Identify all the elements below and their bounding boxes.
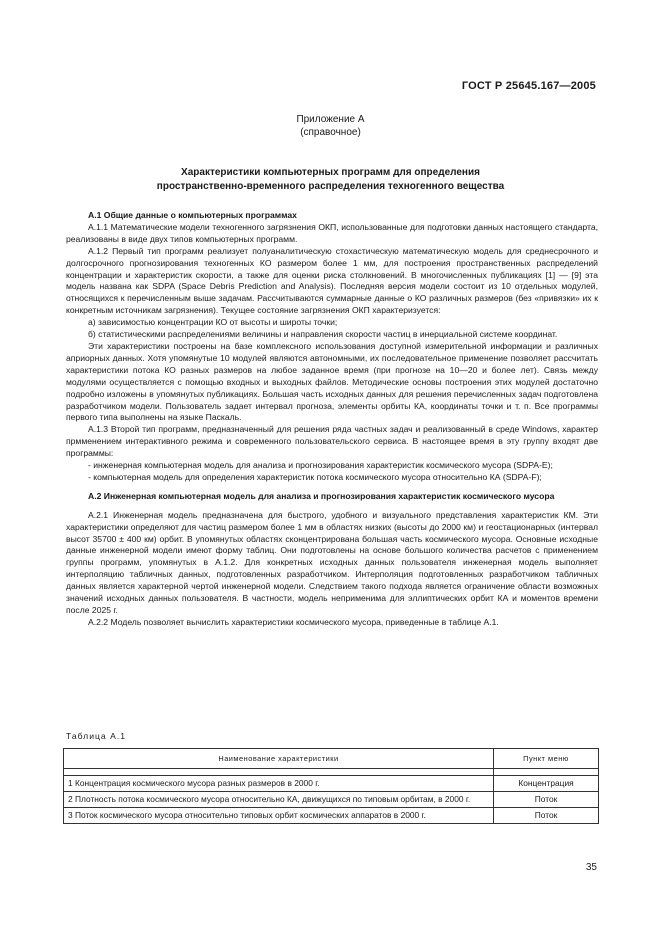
- table-cell: 1 Концентрация космического мусора разных размеров в 2000 г.: [64, 776, 494, 792]
- table-row: [64, 792, 599, 808]
- table-cell: Концентрация: [494, 776, 599, 792]
- paragraph: А.1.1 Математические модели техногенного загрязнения ОКП, использованные для подготовки данных настоящего стандарта, реализованы в виде двух типов компьютерных программ.: [66, 221, 598, 244]
- heading-line-1: Характеристики компьютерных программ для определения: [181, 167, 480, 178]
- column-header: Наименование характеристики: [64, 749, 494, 769]
- standard-header: ГОСТ Р 25645.167—2005: [461, 80, 596, 92]
- appendix-label: [0, 113, 661, 139]
- paragraph: А.1.2 Первый тип программ реализует полуаналитическую стохастическую математическую модель для среднесрочного и долгосрочного прогнозирования техногенных КО размером более 1 мм, для построения пространственных распределений концентрации и характеристик скорости, а также для оценки риска столкновений. В многочисленных публикациях [1] — [9] эта модель названа как SDPA (Space Debris Prediction and Analysis). Последняя версия модели состоит из 10 отдельных модулей, относящихся к перечисленным выше задачам. Рассчитываются суммарные данные о КО различных размеров (без «привязки» их к конкретным источникам загрязнения). Текущее состояние загрязнения ОКП характеризуется:: [66, 245, 598, 316]
- paragraph: а) зависимостью концентрации КО от высоты и широты точки;: [88, 317, 338, 328]
- characteristics-table: [63, 748, 599, 824]
- table-row: [64, 808, 599, 824]
- paragraph: А.2.1 Инженерная модель предназначена для быстрого, удобного и визуального представления характеристик КМ. Эти характеристики определяют для частиц размером более 1 мм в областях низких (высоты до 2000 км) и геостационарных (интервал высот 35700 ± 400 км) орбит. В упомянутых областях сконцентрирована большая часть космического мусора. Основные исходные данные инженерной модели имеют форму таблиц. Они подготовлены на основе большого количества расчетов с применением группы программ, упомянутых в А.1.2. Для конкретных исходных данных пользователя инженерная модель выполняет интерполяцию табличных данных, подготовленных разработчиком. Интерполяция подготовленных разработчиком табличных данных является характерной чертой инженерной модели. Следствием такого подхода является ограничение области возможных значений исходных данных пользователя. В частности, модель неприменима для эллиптических орбит КА и моментов времени после 2025 г.: [66, 509, 598, 615]
- appendix-heading: [0, 166, 661, 194]
- appendix-title: Приложение А: [296, 114, 365, 125]
- paragraph: А.2.2 Модель позволяет вычислить характеристики космического мусора, приведенные в таблице А.1.: [88, 616, 499, 627]
- table-cell: 2 Плотность потока космического мусора относительно КА, движущихся по типовым орбитам, в 2000 г.: [64, 792, 494, 808]
- paragraph: - компьютерная модель для определения характеристик потока космического мусора относительно КА (SDPA-F);: [88, 471, 542, 482]
- section-a1-heading: А.1 Общие данные о компьютерных программах: [88, 210, 297, 220]
- body-text: [66, 210, 598, 629]
- paragraph: Эти характеристики построены на базе комплексного использования доступной измерительной информации и различных априорных данных. Хотя упомянутые 10 модулей являются автономными, их последовательное применение позволяет рассчитать характеристики потока КО разных размеров на любое заданное время (при прогнозе на 10—20 и более лет). Связь между модулями осуществляется с помощью входных и выходных файлов. Методические основы построения этих модулей достаточно подробно изложены в упомянутых публикациях. Большая часть исходных данных для решения перечисленных задач подготовлена разработчиком модели. Пользователь задает интервал прогноза, элементы орбиты КА, координаты точки и т. п. Все программы первого типа выполнены на языке Паскаль.: [66, 340, 598, 423]
- table-row: [64, 776, 599, 792]
- table-cell: 3 Поток космического мусора относительно типовых орбит космических аппаратов в 2000 г.: [64, 808, 494, 824]
- paragraph: А.1.3 Второй тип программ, предназначенный для решения ряда частных задач и реализованный в среде Windows, характер прмменением интерактивного режима и современного пользовательского сервиса. В настоящее время в эту группу входят две программы:: [66, 424, 598, 459]
- paragraph: - инженерная компьютерная модель для анализа и прогнозирования характеристик космического мусора (SDPA-E);: [88, 460, 553, 471]
- table-cell: Поток: [494, 808, 599, 824]
- table-cell: Поток: [494, 792, 599, 808]
- appendix-type: (справочное): [300, 127, 361, 138]
- table-caption: Таблица А.1: [66, 731, 126, 741]
- paragraph: б) статистическими распределениями величины и направления скорости частиц в инерциальной системе координат.: [88, 329, 558, 340]
- table-header-row: [64, 749, 599, 769]
- section-a2-heading: А.2 Инженерная компьютерная модель для анализа и прогнозирования характеристик космического мусора: [88, 490, 555, 501]
- column-header: Пункт меню: [494, 749, 599, 769]
- page-number: 35: [585, 862, 597, 873]
- heading-line-2: пространственно-временного распределения техногенного вещества: [156, 181, 505, 192]
